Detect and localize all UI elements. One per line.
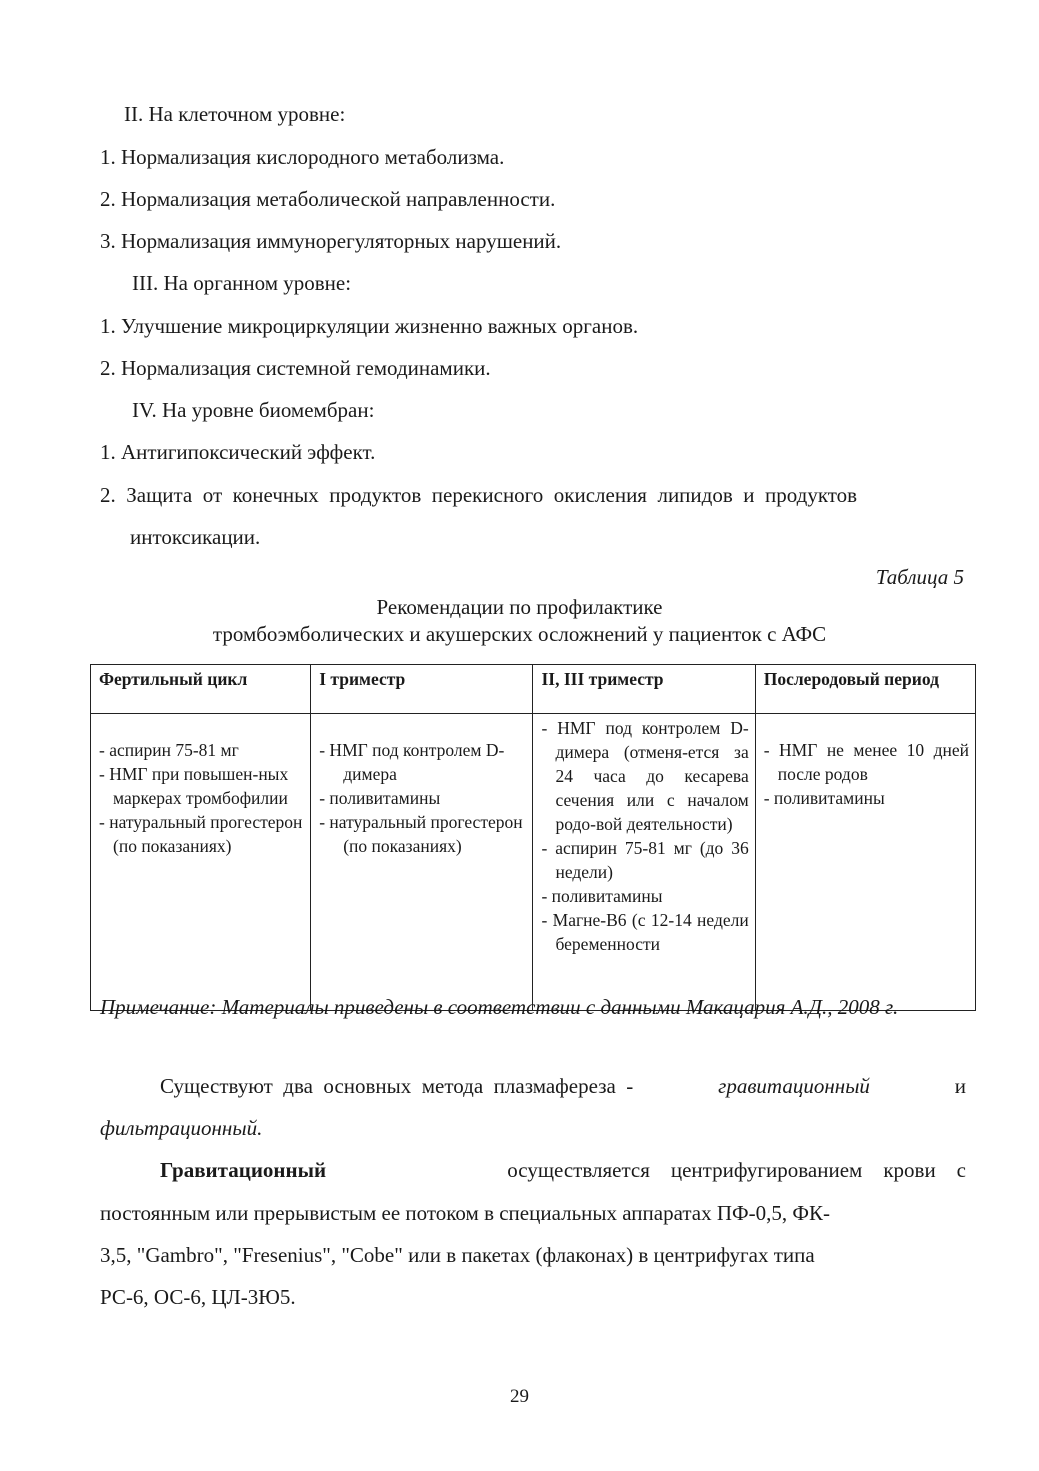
cell-fertile-cycle <box>91 714 311 1011</box>
table-caption: Таблица 5 <box>875 565 964 589</box>
heading-cellular-level: II. На клеточном уровне: <box>124 102 346 126</box>
list-item: - НМГ при повышен-ных маркерах тромбофилии <box>99 764 289 808</box>
list-item: - аспирин 75-81 мг <box>99 740 239 760</box>
table-row <box>91 714 976 1011</box>
paragraph-conjunction: и <box>954 1074 966 1098</box>
page-number: 29 <box>510 1386 529 1407</box>
heading-biomembrane-level: IV. На уровне биомембран: <box>132 398 375 422</box>
paragraph-gravitational-line4: РС-6, ОС-6, ЦЛ-3Ю5. <box>100 1285 296 1309</box>
heading-organ-level: III. На органном уровне: <box>132 271 352 295</box>
header-postpartum: Послеродовый период <box>755 665 975 714</box>
list-item: 2. Защита от конечных продуктов перекисного окисления липидов и продуктов <box>100 483 858 507</box>
cell-first-trimester <box>311 714 533 1011</box>
list-item: - натуральный прогестерон (по показаниях) <box>99 812 303 856</box>
paragraph-text: осуществляется центрифугированием крови с <box>507 1158 966 1182</box>
list-item: - поливитамины <box>541 886 663 906</box>
header-fertile-cycle: Фертильный цикл <box>91 665 311 714</box>
list-item: - НМГ под контролем D-димера (отменя-ется за 24 часа до кесарева сечения или с началом родо-вой деятельности) <box>541 718 749 834</box>
table-header-row <box>91 665 976 714</box>
list-item: - НМГ не менее 10 дней после родов <box>763 740 969 784</box>
paragraph-gravitational-line3: 3,5, "Gambro", "Fresenius", "Cobe" или в пакетах (флаконах) в центрифугах типа <box>100 1243 815 1267</box>
paragraph-gravitational-line1 <box>160 1156 966 1184</box>
list-item: 3. Нормализация иммунорегуляторных нарушений. <box>100 229 562 253</box>
paragraph-plasmapheresis-methods <box>160 1072 966 1100</box>
term-gravitational: Гравитационный <box>160 1158 327 1182</box>
list-item: - НМГ под контролем D-димера <box>319 740 505 784</box>
list-item: 1. Нормализация кислородного метаболизма. <box>100 145 505 169</box>
table-title-line2: тромбоэмболических и акушерских осложнений у пациенток с АФС <box>212 622 827 646</box>
list-item-continuation: интоксикации. <box>130 525 261 549</box>
list-item: - аспирин 75-81 мг (до 36 недели) <box>541 838 749 882</box>
list-item: - поливитамины <box>763 788 885 808</box>
emphasis-gravitational: гравитационный <box>718 1074 870 1098</box>
table-note: Примечание: Материалы приведены в соответствии с данными Макацария А.Д., 2008 г. <box>100 995 899 1019</box>
list-item: 2. Нормализация системной гемодинамики. <box>100 356 491 380</box>
table-title-line1: Рекомендации по профилактике <box>376 595 663 619</box>
emphasis-filtration: фильтрационный. <box>100 1116 263 1140</box>
cell-second-third-trimester <box>533 714 755 1011</box>
header-second-third-trimester: II, III триместр <box>533 665 755 714</box>
list-item: - поливитамины <box>319 788 441 808</box>
list-item: 1. Антигипоксический эффект. <box>100 440 376 464</box>
header-first-trimester: I триместр <box>311 665 533 714</box>
recommendations-table <box>90 664 976 1011</box>
paragraph-text: Существуют два основных метода плазмафереза - <box>160 1074 634 1098</box>
paragraph-gravitational-line2: постоянным или прерывистым ее потоком в специальных аппаратах ПФ-0,5, ФК- <box>100 1201 830 1225</box>
list-item: - натуральный прогестерон (по показаниях) <box>319 812 523 856</box>
list-item: 1. Улучшение микроциркуляции жизненно важных органов. <box>100 314 639 338</box>
list-item: - Магне-В6 (с 12-14 недели беременности <box>541 910 749 954</box>
list-item: 2. Нормализация метаболической направленности. <box>100 187 556 211</box>
cell-postpartum <box>755 714 975 1011</box>
